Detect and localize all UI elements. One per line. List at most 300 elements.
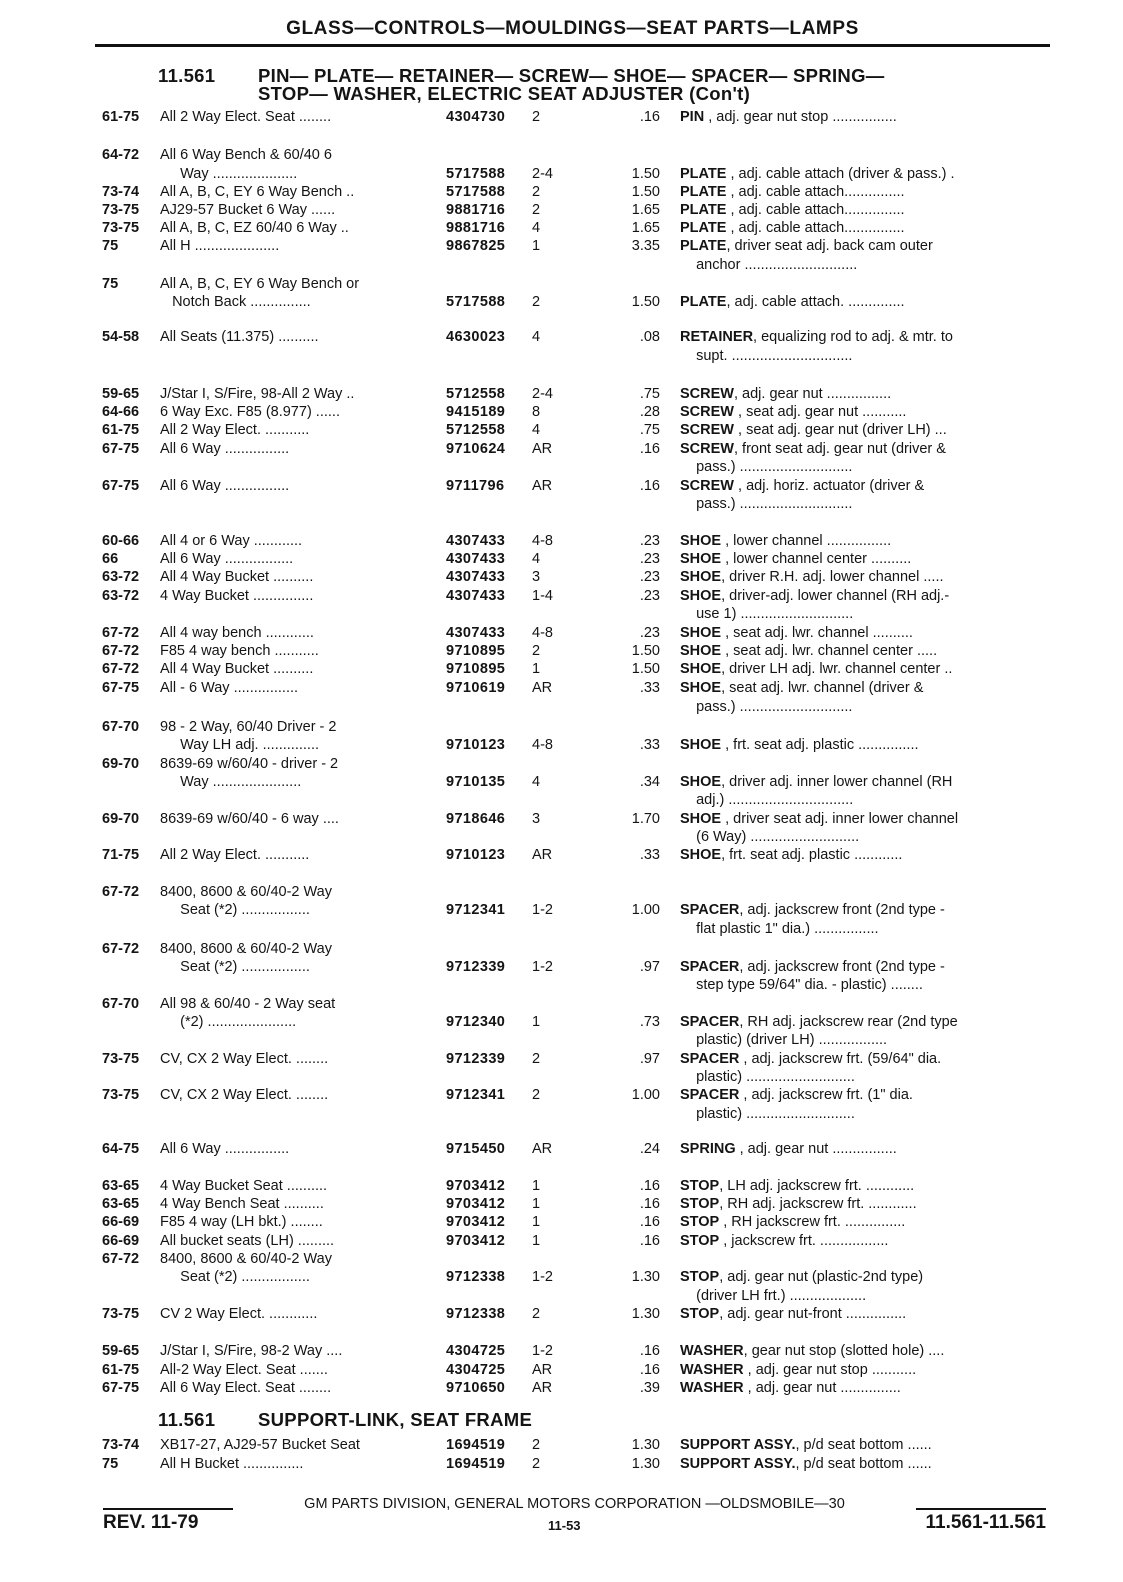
application: F85 4 way bench ........... — [160, 643, 319, 659]
model-years: 69-70 — [102, 811, 140, 827]
model-years: 67-72 — [102, 884, 140, 900]
part-name-bold: SPACER — [680, 902, 740, 918]
quantity: 2 — [532, 294, 541, 310]
part-name — [680, 587, 1040, 606]
section-number: 11.561 — [158, 65, 216, 86]
model-years: 73-75 — [102, 220, 140, 236]
part-name-bold: WASHER — [680, 1362, 744, 1378]
part-name — [680, 1086, 1040, 1105]
application: All 6 Way ................. — [160, 551, 294, 567]
part-number: 9712340 — [446, 1014, 506, 1030]
application: 8639-69 w/60/40 - driver - 2 — [160, 756, 339, 772]
part-description: , adj. jackscrew front (2nd type - — [739, 959, 945, 975]
part-number: 9715450 — [446, 1141, 506, 1157]
quantity: 4-8 — [532, 737, 553, 753]
part-name — [680, 532, 1040, 551]
section-title-line2: STOP— WASHER, ELECTRIC SEAT ADJUSTER (Con't) — [258, 83, 751, 104]
part-name-bold: SUPPORT ASSY. — [680, 1456, 796, 1472]
price: .23 — [639, 551, 660, 567]
application: 4 Way Bench Seat .......... — [160, 1196, 324, 1212]
model-years: 59-65 — [102, 386, 140, 402]
part-description: , driver seat adj. inner lower channel — [721, 811, 959, 827]
price: .97 — [639, 959, 660, 975]
part-name-bold: SCREW — [680, 422, 734, 438]
model-years: 67-72 — [102, 625, 140, 641]
quantity: AR — [532, 1141, 553, 1157]
part-name — [680, 1213, 1040, 1232]
part-name — [680, 256, 1040, 275]
part-number: 1694519 — [446, 1456, 506, 1472]
price: .23 — [639, 625, 660, 641]
application: 8400, 8600 & 60/40-2 Way — [160, 941, 332, 957]
price: 1.50 — [631, 661, 660, 677]
part-name — [680, 440, 1040, 459]
price: .16 — [639, 1233, 660, 1249]
part-name — [680, 1031, 1040, 1050]
model-years: 66-69 — [102, 1214, 140, 1230]
application: All H Bucket ............... — [160, 1456, 304, 1472]
part-name — [680, 1050, 1040, 1069]
part-name — [680, 1105, 1040, 1124]
part-description: (driver LH frt.) ................... — [680, 1288, 867, 1304]
part-name-bold: SHOE — [680, 847, 722, 863]
price: .97 — [639, 1051, 660, 1067]
application: 98 - 2 Way, 60/40 Driver - 2 — [160, 719, 337, 735]
part-number: 9712338 — [446, 1306, 506, 1322]
application: Seat (*2) ................. — [160, 1269, 310, 1285]
part-number: 1694519 — [446, 1437, 506, 1453]
part-description: , adj. gear nut-front ............... — [719, 1306, 907, 1322]
part-description: , frt. seat adj. plastic ............... — [721, 737, 919, 753]
application: All 6 Way ................ — [160, 1141, 290, 1157]
part-name — [680, 183, 1040, 202]
part-description: flat plastic 1" dia.) ................ — [680, 921, 879, 937]
part-number: 9718646 — [446, 811, 506, 827]
model-years: 63-72 — [102, 588, 140, 604]
application: AJ29-57 Bucket 6 Way ...... — [160, 202, 336, 218]
application: All 98 & 60/40 - 2 Way seat — [160, 996, 336, 1012]
quantity: AR — [532, 478, 553, 494]
model-years: 63-72 — [102, 569, 140, 585]
model-years: 67-75 — [102, 1380, 140, 1396]
part-description: , adj. cable attach............... — [726, 220, 905, 236]
model-years: 75 — [102, 1456, 119, 1472]
model-years: 67-75 — [102, 441, 140, 457]
application: F85 4 way (LH bkt.) ........ — [160, 1214, 323, 1230]
footer-section-range: 11.561-11.561 — [925, 1512, 1046, 1533]
part-description: , adj. gear nut stop ........... — [743, 1362, 917, 1378]
part-name-bold: WASHER — [680, 1380, 744, 1396]
application: Way LH adj. .............. — [160, 737, 320, 753]
price: .23 — [639, 588, 660, 604]
part-description: pass.) ............................ — [680, 496, 853, 512]
section-title-2 — [158, 1411, 532, 1429]
part-name-bold: PLATE — [680, 184, 727, 200]
part-name — [680, 1068, 1040, 1087]
application: All 6 Way ................ — [160, 478, 290, 494]
quantity: AR — [532, 1362, 553, 1378]
part-name-bold: SPACER — [680, 1014, 740, 1030]
part-number: 9712341 — [446, 1087, 506, 1103]
part-name — [680, 385, 1040, 404]
model-years: 69-70 — [102, 756, 140, 772]
quantity: 2 — [532, 1087, 541, 1103]
part-number: 5712558 — [446, 422, 506, 438]
part-name-bold: RETAINER — [680, 329, 754, 345]
quantity: 1-2 — [532, 902, 553, 918]
model-years: 73-75 — [102, 1306, 140, 1322]
part-name-bold: SHOE — [680, 588, 722, 604]
part-number: 9703412 — [446, 1178, 506, 1194]
part-name — [680, 108, 1040, 127]
part-number: 9710123 — [446, 737, 506, 753]
application: 8400, 8600 & 60/40-2 Way — [160, 884, 332, 900]
price: .28 — [639, 404, 660, 420]
application: Notch Back ............... — [160, 294, 311, 310]
price: 1.50 — [631, 294, 660, 310]
quantity: 4-8 — [532, 533, 553, 549]
part-description: , driver LH adj. lwr. channel center .. — [721, 661, 953, 677]
part-number: 4307433 — [446, 569, 506, 585]
part-number: 9712341 — [446, 902, 506, 918]
part-name — [680, 568, 1040, 587]
part-description: , driver adj. inner lower channel (RH — [721, 774, 953, 790]
quantity: 1-2 — [532, 1343, 553, 1359]
part-name — [680, 1305, 1040, 1324]
application: 4 Way Bucket ............... — [160, 588, 314, 604]
quantity: 2 — [532, 1437, 541, 1453]
price: 3.35 — [631, 238, 660, 254]
quantity: 1 — [532, 238, 541, 254]
model-years: 64-66 — [102, 404, 140, 420]
price: .16 — [639, 1343, 660, 1359]
part-description: , adj. gear nut (plastic-2nd type) — [719, 1269, 924, 1285]
price: .23 — [639, 533, 660, 549]
application: CV, CX 2 Way Elect. ........ — [160, 1051, 329, 1067]
part-number: 4304730 — [446, 109, 506, 125]
application: 6 Way Exc. F85 (8.977) ...... — [160, 404, 340, 420]
part-name — [680, 736, 1040, 755]
application: 4 Way Bucket Seat .......... — [160, 1178, 328, 1194]
quantity: 4 — [532, 551, 541, 567]
price: 1.70 — [631, 811, 660, 827]
application: All A, B, C, EZ 60/40 6 Way .. — [160, 220, 349, 236]
part-description: , RH adj. jackscrew rear (2nd type — [739, 1014, 958, 1030]
application: (*2) ...................... — [160, 1014, 297, 1030]
part-description: , front seat adj. gear nut (driver & — [733, 441, 946, 457]
part-name — [680, 976, 1040, 995]
part-name — [680, 605, 1040, 624]
part-name — [680, 810, 1040, 829]
part-name — [680, 1455, 1040, 1474]
part-name — [680, 1436, 1040, 1455]
part-description: , adj. cable attach (driver & pass.) . — [726, 166, 955, 182]
price: .73 — [639, 1014, 660, 1030]
price: .33 — [639, 847, 660, 863]
application: Way ..................... — [160, 166, 298, 182]
part-name — [680, 1342, 1040, 1361]
application: All A, B, C, EY 6 Way Bench or — [160, 276, 360, 292]
part-name-bold: PLATE — [680, 294, 727, 310]
part-number: 9881716 — [446, 220, 506, 236]
price: 1.30 — [631, 1437, 660, 1453]
model-years: 73-74 — [102, 184, 140, 200]
price: .16 — [639, 1178, 660, 1194]
part-description: (6 Way) ........................... — [680, 829, 860, 845]
application: CV 2 Way Elect. ............ — [160, 1306, 318, 1322]
quantity: 3 — [532, 811, 541, 827]
application: J/Star I, S/Fire, 98-2 Way .... — [160, 1343, 343, 1359]
part-name-bold: SPACER — [680, 1087, 740, 1103]
part-description: , adj. gear nut ................ — [735, 1141, 897, 1157]
price: .16 — [639, 478, 660, 494]
price: 1.50 — [631, 166, 660, 182]
quantity: 2-4 — [532, 166, 553, 182]
price: .16 — [639, 441, 660, 457]
part-name-bold: SHOE — [680, 533, 722, 549]
price: .16 — [639, 1214, 660, 1230]
part-number: 9415189 — [446, 404, 506, 420]
quantity: 3 — [532, 569, 541, 585]
application: All Seats (11.375) .......... — [160, 329, 319, 345]
part-name-bold: WASHER — [680, 1343, 744, 1359]
part-description: , adj. jackscrew frt. (59/64" dia. — [739, 1051, 942, 1067]
application: All 6 Way ................ — [160, 441, 290, 457]
part-name-bold: SHOE — [680, 569, 722, 585]
application: All 4 Way Bucket .......... — [160, 569, 314, 585]
part-description: , seat adj. gear nut ........... — [733, 404, 907, 420]
quantity: 1-2 — [532, 959, 553, 975]
quantity: 4 — [532, 220, 541, 236]
part-description: , adj. gear nut ............... — [743, 1380, 901, 1396]
application: Way ...................... — [160, 774, 302, 790]
quantity: 4 — [532, 329, 541, 345]
part-name — [680, 293, 1040, 312]
quantity: AR — [532, 1380, 553, 1396]
model-years: 67-72 — [102, 1251, 140, 1267]
part-name — [680, 1268, 1040, 1287]
part-number: 9710123 — [446, 847, 506, 863]
part-name — [680, 347, 1040, 366]
model-years: 71-75 — [102, 847, 140, 863]
model-years: 73-75 — [102, 202, 140, 218]
application: All 6 Way Bench & 60/40 6 — [160, 147, 332, 163]
part-description: , adj. cable attach............... — [726, 202, 905, 218]
part-description: , adj. gear nut stop ................ — [704, 109, 897, 125]
part-name — [680, 846, 1040, 865]
model-years: 63-65 — [102, 1178, 140, 1194]
section-title: SUPPORT-LINK, SEAT FRAME — [258, 1409, 533, 1430]
part-description: adj.) ............................... — [680, 792, 854, 808]
part-name-bold: SHOE — [680, 551, 722, 567]
part-name-bold: STOP — [680, 1178, 720, 1194]
part-description: , adj. gear nut ................ — [733, 386, 892, 402]
part-name-bold: SHOE — [680, 737, 722, 753]
part-number: 9710624 — [446, 441, 506, 457]
price: .34 — [639, 774, 660, 790]
application: All 2 Way Elect. ........... — [160, 422, 310, 438]
part-name — [680, 237, 1040, 256]
part-name-bold: SPRING — [680, 1141, 736, 1157]
quantity: 1 — [532, 1214, 541, 1230]
application: All 6 Way Elect. Seat ........ — [160, 1380, 332, 1396]
quantity: 2 — [532, 202, 541, 218]
part-description: , adj. jackscrew front (2nd type - — [739, 902, 945, 918]
part-name — [680, 791, 1040, 810]
part-description: , seat adj. gear nut (driver LH) ... — [733, 422, 947, 438]
application: Seat (*2) ................. — [160, 959, 310, 975]
part-name — [680, 660, 1040, 679]
part-description: , adj. cable attach. .............. — [726, 294, 905, 310]
application: All 2 Way Elect. ........... — [160, 847, 310, 863]
price: 1.30 — [631, 1456, 660, 1472]
quantity: 2 — [532, 184, 541, 200]
model-years: 67-72 — [102, 941, 140, 957]
price: 1.50 — [631, 643, 660, 659]
page-header: GLASS—CONTROLS—MOULDINGS—SEAT PARTS—LAMPS — [286, 18, 859, 39]
part-description: , gear nut stop (slotted hole) .... — [743, 1343, 945, 1359]
part-name-bold: PLATE — [680, 202, 727, 218]
price: 1.65 — [631, 202, 660, 218]
footer-revision: REV. 11-79 — [103, 1512, 199, 1533]
part-description: , seat adj. lwr. channel .......... — [721, 625, 913, 641]
price: .23 — [639, 569, 660, 585]
quantity: 1-4 — [532, 588, 553, 604]
price: 1.50 — [631, 184, 660, 200]
part-number: 9703412 — [446, 1233, 506, 1249]
quantity: 2 — [532, 643, 541, 659]
part-name — [680, 1177, 1040, 1196]
application: All 2 Way Elect. Seat ........ — [160, 109, 332, 125]
part-number: 4307433 — [446, 588, 506, 604]
part-number: 4630023 — [446, 329, 506, 345]
model-years: 54-58 — [102, 329, 140, 345]
part-name — [680, 920, 1040, 939]
part-description: , equalizing rod to adj. & mtr. to — [753, 329, 953, 345]
part-number: 9881716 — [446, 202, 506, 218]
part-name — [680, 828, 1040, 847]
quantity: AR — [532, 847, 553, 863]
model-years: 64-75 — [102, 1141, 140, 1157]
application: J/Star I, S/Fire, 98-All 2 Way .. — [160, 386, 355, 402]
model-years: 67-72 — [102, 661, 140, 677]
price: .16 — [639, 1196, 660, 1212]
part-name — [680, 1361, 1040, 1380]
part-name-bold: STOP — [680, 1196, 720, 1212]
model-years: 73-75 — [102, 1051, 140, 1067]
price: .16 — [639, 109, 660, 125]
part-description: , driver seat adj. back cam outer — [726, 238, 933, 254]
model-years: 75 — [102, 276, 119, 292]
model-years: 61-75 — [102, 109, 140, 125]
quantity: 1 — [532, 1178, 541, 1194]
part-description: , adj. horiz. actuator (driver & — [733, 478, 925, 494]
application: All-2 Way Elect. Seat ....... — [160, 1362, 328, 1378]
part-name-bold: SHOE — [680, 625, 722, 641]
part-name-bold: SPACER — [680, 1051, 740, 1067]
price: 1.30 — [631, 1306, 660, 1322]
price: .08 — [639, 329, 660, 345]
model-years: 67-70 — [102, 719, 140, 735]
part-description: pass.) ............................ — [680, 699, 853, 715]
part-name — [680, 958, 1040, 977]
footer-page-number: 11-53 — [548, 1518, 581, 1533]
price: .75 — [639, 422, 660, 438]
part-description: anchor ............................ — [680, 257, 858, 273]
model-years: 73-74 — [102, 1437, 140, 1453]
part-number: 9712339 — [446, 959, 506, 975]
part-number: 4304725 — [446, 1362, 506, 1378]
part-description: , adj. jackscrew frt. (1" dia. — [739, 1087, 913, 1103]
part-description: , lower channel ................ — [721, 533, 892, 549]
part-description: , lower channel center .......... — [721, 551, 912, 567]
part-description: use 1) ............................ — [680, 606, 854, 622]
part-name — [680, 403, 1040, 422]
part-number: 5717588 — [446, 166, 506, 182]
part-name-bold: STOP — [680, 1233, 720, 1249]
part-number: 9710619 — [446, 680, 506, 696]
part-description: plastic) (driver LH) ................. — [680, 1032, 888, 1048]
part-name-bold: SCREW — [680, 441, 734, 457]
part-number: 9867825 — [446, 238, 506, 254]
quantity: 1 — [532, 1014, 541, 1030]
part-name — [680, 328, 1040, 347]
section-title-1 — [158, 67, 885, 103]
part-name — [680, 165, 1040, 184]
quantity: 2 — [532, 1051, 541, 1067]
application: All bucket seats (LH) ......... — [160, 1233, 335, 1249]
part-name — [680, 698, 1040, 717]
price: .33 — [639, 737, 660, 753]
price: 1.65 — [631, 220, 660, 236]
quantity: 1 — [532, 661, 541, 677]
part-name-bold: PIN — [680, 109, 705, 125]
part-number: 5717588 — [446, 294, 506, 310]
application: All A, B, C, EY 6 Way Bench .. — [160, 184, 355, 200]
part-number: 4307433 — [446, 551, 506, 567]
part-description: pass.) ............................ — [680, 459, 853, 475]
model-years: 64-72 — [102, 147, 140, 163]
application: All 4 or 6 Way ............ — [160, 533, 303, 549]
part-name — [680, 773, 1040, 792]
model-years: 59-65 — [102, 1343, 140, 1359]
model-years: 73-75 — [102, 1087, 140, 1103]
model-years: 63-65 — [102, 1196, 140, 1212]
part-number: 9703412 — [446, 1214, 506, 1230]
part-name-bold: PLATE — [680, 166, 727, 182]
application: 8400, 8600 & 60/40-2 Way — [160, 1251, 332, 1267]
part-number: 4307433 — [446, 625, 506, 641]
part-name-bold: SUPPORT ASSY. — [680, 1437, 796, 1453]
model-years: 61-75 — [102, 422, 140, 438]
part-name-bold: PLATE — [680, 220, 727, 236]
part-description: , seat adj. lwr. channel (driver & — [721, 680, 924, 696]
quantity: AR — [532, 441, 553, 457]
header-rule — [95, 44, 1050, 47]
part-name — [680, 477, 1040, 496]
application: Seat (*2) ................. — [160, 902, 310, 918]
part-description: step type 59/64" dia. - plastic) ........ — [680, 977, 923, 993]
section-number: 11.561 — [158, 1409, 216, 1430]
part-description: supt. .............................. — [680, 348, 853, 364]
part-name — [680, 1195, 1040, 1214]
quantity: 4 — [532, 422, 541, 438]
part-description: plastic) ........................... — [680, 1069, 855, 1085]
part-number: 9710650 — [446, 1380, 506, 1396]
quantity: AR — [532, 680, 553, 696]
price: .33 — [639, 680, 660, 696]
model-years: 67-75 — [102, 680, 140, 696]
